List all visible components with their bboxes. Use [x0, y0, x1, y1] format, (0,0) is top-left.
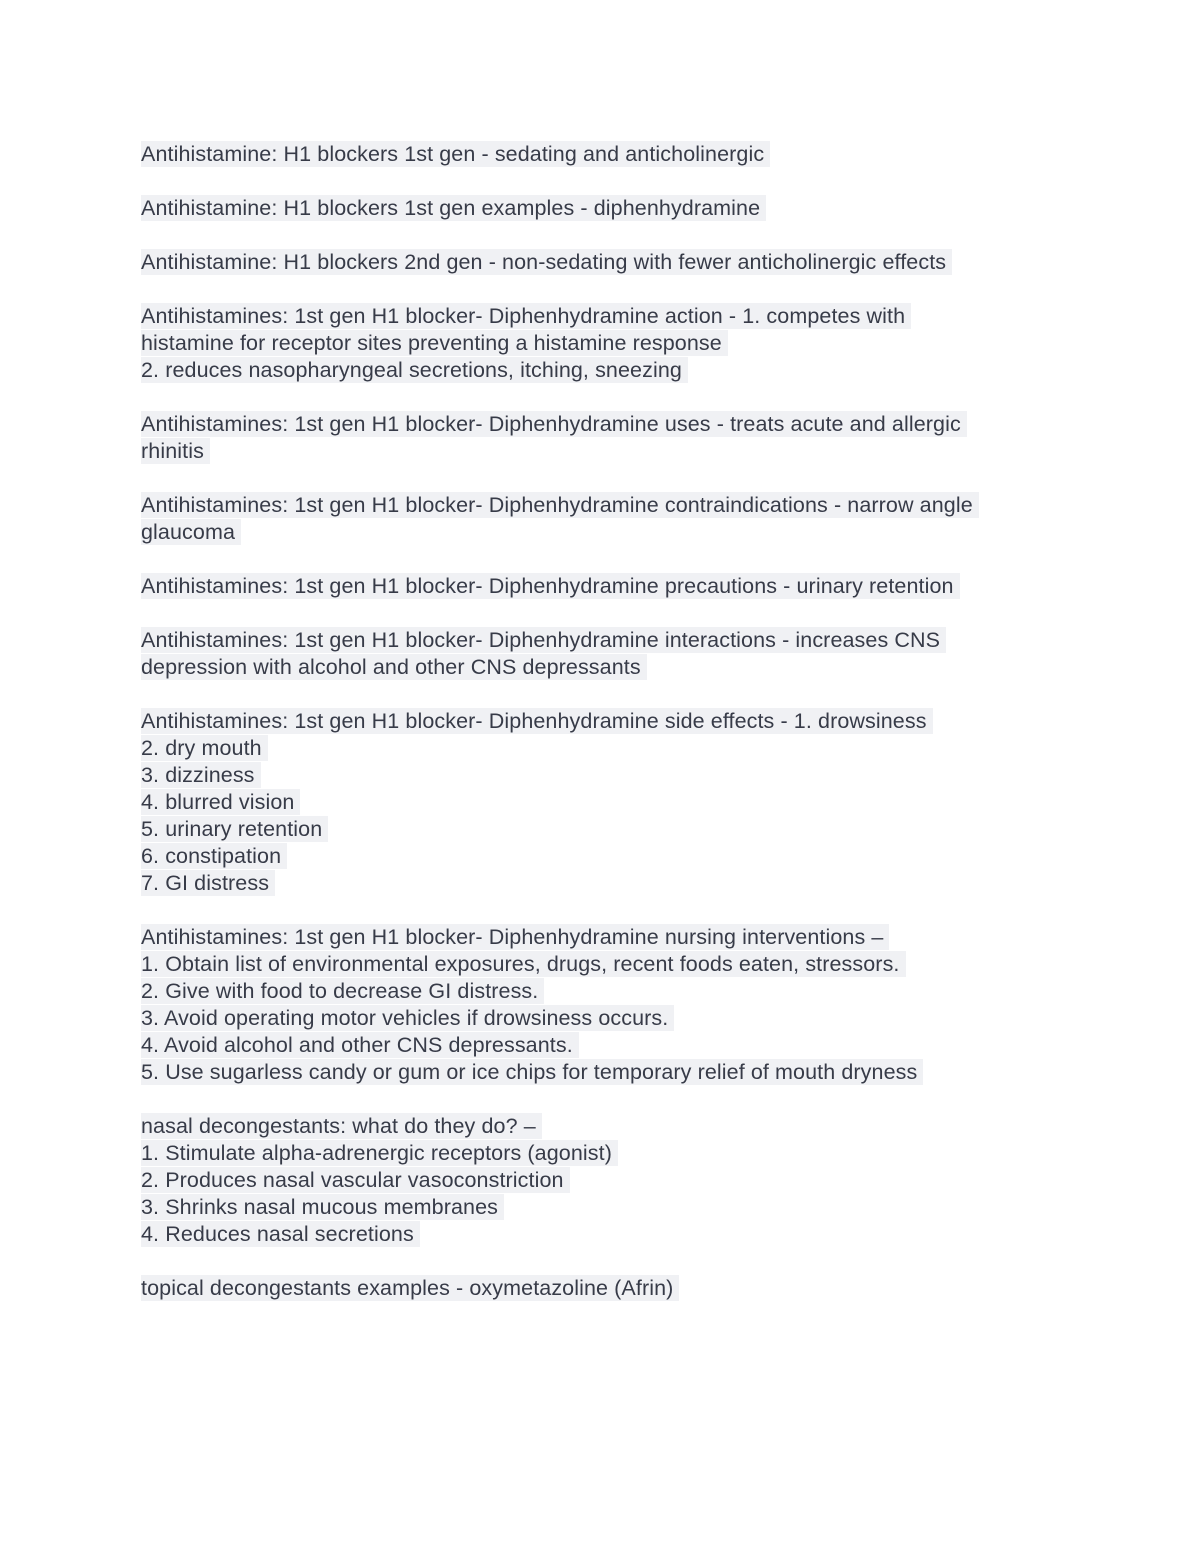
- note-list-line: [141, 951, 1071, 978]
- note-text: Antihistamines: 1st gen H1 blocker- Diphenhydramine contraindications - narrow angle: [141, 492, 979, 518]
- note-text: 7. GI distress: [141, 870, 275, 896]
- note-text: Antihistamine: H1 blockers 1st gen examples - diphenhydramine: [141, 195, 766, 221]
- note-paragraph: [141, 573, 1071, 600]
- note-list-line: [141, 816, 1071, 843]
- note-text: 3. Shrinks nasal mucous membranes: [141, 1194, 504, 1220]
- note-list-line: [141, 438, 1071, 465]
- note-list-line: [141, 1005, 1071, 1032]
- note-text: Antihistamines: 1st gen H1 blocker- Diphenhydramine nursing interventions –: [141, 924, 889, 950]
- note-text: Antihistamine: H1 blockers 2nd gen - non-sedating with fewer anticholinergic effects: [141, 249, 952, 275]
- note-paragraph: [141, 141, 1071, 168]
- note-paragraph: [141, 492, 1071, 546]
- note-text: nasal decongestants: what do they do? –: [141, 1113, 542, 1139]
- note-text: Antihistamine: H1 blockers 1st gen - sedating and anticholinergic: [141, 141, 770, 167]
- note-list-line: [141, 654, 1071, 681]
- note-list-line: [141, 978, 1071, 1005]
- note-text: topical decongestants examples - oxymetazoline (Afrin): [141, 1275, 679, 1301]
- note-list-line: [141, 1059, 1071, 1086]
- note-paragraph: [141, 924, 1071, 1086]
- note-text: Antihistamines: 1st gen H1 blocker- Diphenhydramine uses - treats acute and allergic: [141, 411, 967, 437]
- note-text: 4. Reduces nasal secretions: [141, 1221, 420, 1247]
- note-heading-line: [141, 411, 1071, 438]
- note-text: histamine for receptor sites preventing a histamine response: [141, 330, 728, 356]
- note-heading-line: [141, 1275, 1071, 1302]
- note-paragraph: [141, 195, 1071, 222]
- note-heading-line: [141, 141, 1071, 168]
- note-heading-line: [141, 492, 1071, 519]
- note-heading-line: [141, 195, 1071, 222]
- note-text: 5. urinary retention: [141, 816, 328, 842]
- note-text: 1. Obtain list of environmental exposures, drugs, recent foods eaten, stressors.: [141, 951, 906, 977]
- note-heading-line: [141, 303, 1071, 330]
- note-list-line: [141, 1032, 1071, 1059]
- note-list-line: [141, 357, 1071, 384]
- note-paragraph: [141, 627, 1071, 681]
- note-text: 6. constipation: [141, 843, 287, 869]
- note-text: 2. reduces nasopharyngeal secretions, itching, sneezing: [141, 357, 688, 383]
- note-list-line: [141, 1140, 1071, 1167]
- note-text: 3. Avoid operating motor vehicles if drowsiness occurs.: [141, 1005, 674, 1031]
- document-body: [141, 141, 1071, 1329]
- note-list-line: [141, 519, 1071, 546]
- note-text: Antihistamines: 1st gen H1 blocker- Diphenhydramine precautions - urinary retention: [141, 573, 960, 599]
- note-text: 5. Use sugarless candy or gum or ice chips for temporary relief of mouth dryness: [141, 1059, 923, 1085]
- note-heading-line: [141, 627, 1071, 654]
- note-text: depression with alcohol and other CNS depressants: [141, 654, 647, 680]
- note-paragraph: [141, 303, 1071, 384]
- note-list-line: [141, 735, 1071, 762]
- note-list-line: [141, 330, 1071, 357]
- note-paragraph: [141, 1275, 1071, 1302]
- note-text: Antihistamines: 1st gen H1 blocker- Diphenhydramine side effects - 1. drowsiness: [141, 708, 933, 734]
- note-heading-line: [141, 249, 1071, 276]
- note-text: rhinitis: [141, 438, 210, 464]
- note-text: 4. blurred vision: [141, 789, 300, 815]
- note-text: Antihistamines: 1st gen H1 blocker- Diphenhydramine interactions - increases CNS: [141, 627, 946, 653]
- note-heading-line: [141, 573, 1071, 600]
- note-heading-line: [141, 1113, 1071, 1140]
- note-list-line: [141, 843, 1071, 870]
- note-paragraph: [141, 1113, 1071, 1248]
- note-paragraph: [141, 411, 1071, 465]
- note-text: 2. Give with food to decrease GI distress.: [141, 978, 544, 1004]
- note-heading-line: [141, 924, 1071, 951]
- note-list-line: [141, 789, 1071, 816]
- note-list-line: [141, 1194, 1071, 1221]
- note-text: 4. Avoid alcohol and other CNS depressants.: [141, 1032, 579, 1058]
- note-text: Antihistamines: 1st gen H1 blocker- Diphenhydramine action - 1. competes with: [141, 303, 911, 329]
- note-paragraph: [141, 249, 1071, 276]
- note-list-line: [141, 870, 1071, 897]
- note-list-line: [141, 762, 1071, 789]
- note-text: 2. Produces nasal vascular vasoconstriction: [141, 1167, 570, 1193]
- note-list-line: [141, 1221, 1071, 1248]
- note-paragraph: [141, 708, 1071, 897]
- note-list-line: [141, 1167, 1071, 1194]
- note-text: glaucoma: [141, 519, 241, 545]
- note-heading-line: [141, 708, 1071, 735]
- note-text: 1. Stimulate alpha-adrenergic receptors (agonist): [141, 1140, 618, 1166]
- note-text: 3. dizziness: [141, 762, 261, 788]
- note-text: 2. dry mouth: [141, 735, 268, 761]
